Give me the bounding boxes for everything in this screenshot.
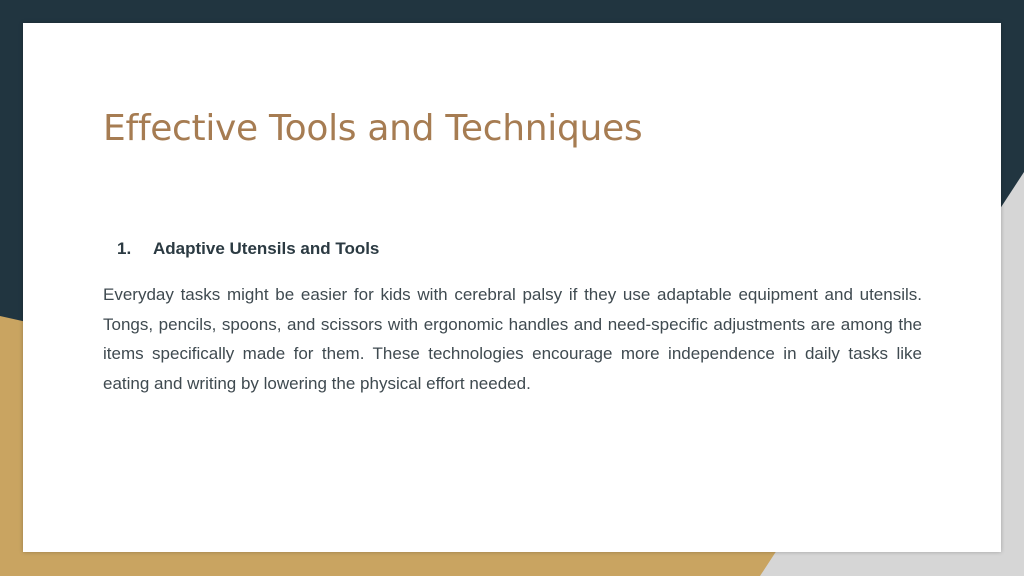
list-heading-label: Adaptive Utensils and Tools	[153, 239, 380, 258]
slide-title: Effective Tools and Techniques	[103, 108, 643, 149]
list-number: 1.	[117, 239, 132, 258]
list-heading	[117, 237, 379, 261]
body-paragraph: Everyday tasks might be easier for kids with cerebral palsy if they use adaptable equipment and utensils. Tongs, pencils, spoons, and scissors with ergonomic handles and need-specific adjustments are among the items specifically made for them. These technologies encourage more independence in daily tasks like eating and writing by lowering the physical effort needed.	[103, 285, 922, 393]
slide-card	[23, 23, 1001, 552]
